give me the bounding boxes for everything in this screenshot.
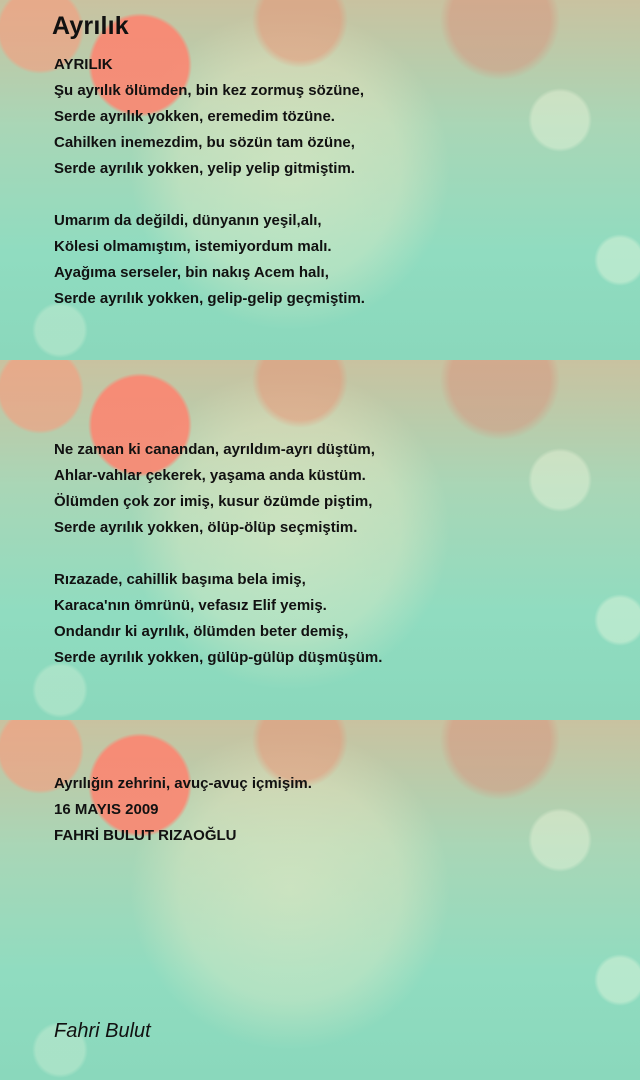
poem-text-block-1 xyxy=(54,52,365,312)
poem-line: Serde ayrılık yokken, gülüp-gülüp düşmüşüm. xyxy=(54,649,383,666)
poem-line: Serde ayrılık yokken, ölüp-ölüp seçmiştim. xyxy=(54,519,358,536)
poem-title: Ayrılık xyxy=(52,12,129,40)
poem-heading: AYRILIK xyxy=(54,56,113,73)
poem-line: Serde ayrılık yokken, eremedim tözüne. xyxy=(54,108,335,125)
poem-line: Umarım da değildi, dünyanın yeşil,alı, xyxy=(54,212,322,229)
poem-date: 16 MAYIS 2009 xyxy=(54,801,159,818)
poem-line: Serde ayrılık yokken, gelip-gelip geçmiştim. xyxy=(54,290,365,307)
poem-line: Cahilken inemezdim, bu sözün tam özüne, xyxy=(54,134,355,151)
stanza-gap xyxy=(54,182,365,208)
poem-line: Ayağıma serseler, bin nakış Acem halı, xyxy=(54,264,329,281)
poem-text-block-2 xyxy=(54,437,382,671)
poem-panel-1 xyxy=(0,0,640,360)
author-signature: Fahri Bulut xyxy=(54,1020,151,1042)
poem-line: Ondandır ki ayrılık, ölümden beter demiş, xyxy=(54,623,349,640)
poem-line: Rızazade, cahillik başıma bela imiş, xyxy=(54,571,306,588)
poem-line: Kölesi olmamıştım, istemiyordum malı. xyxy=(54,238,332,255)
poem-line: Serde ayrılık yokken, yelip yelip gitmiştim. xyxy=(54,160,355,177)
poem-text-block-3 xyxy=(54,771,312,849)
poem-line: Şu ayrılık ölümden, bin kez zormuş sözüne, xyxy=(54,82,365,99)
poem-author-full: FAHRİ BULUT RIZAOĞLU xyxy=(54,827,237,844)
poem-line: Ayrılığın zehrini, avuç-avuç içmişim. xyxy=(54,775,312,792)
poem-panel-3 xyxy=(0,720,640,1080)
poem-panel-2 xyxy=(0,360,640,720)
poem-line: Ölümden çok zor imiş, kusur özümde piştim, xyxy=(54,493,373,510)
poem-line: Karaca'nın ömrünü, vefasız Elif yemiş. xyxy=(54,597,327,614)
poem-line: Ahlar-vahlar çekerek, yaşama anda küstüm. xyxy=(54,467,366,484)
stanza-gap xyxy=(54,541,382,567)
poem-line: Ne zaman ki canandan, ayrıldım-ayrı düştüm, xyxy=(54,441,375,458)
